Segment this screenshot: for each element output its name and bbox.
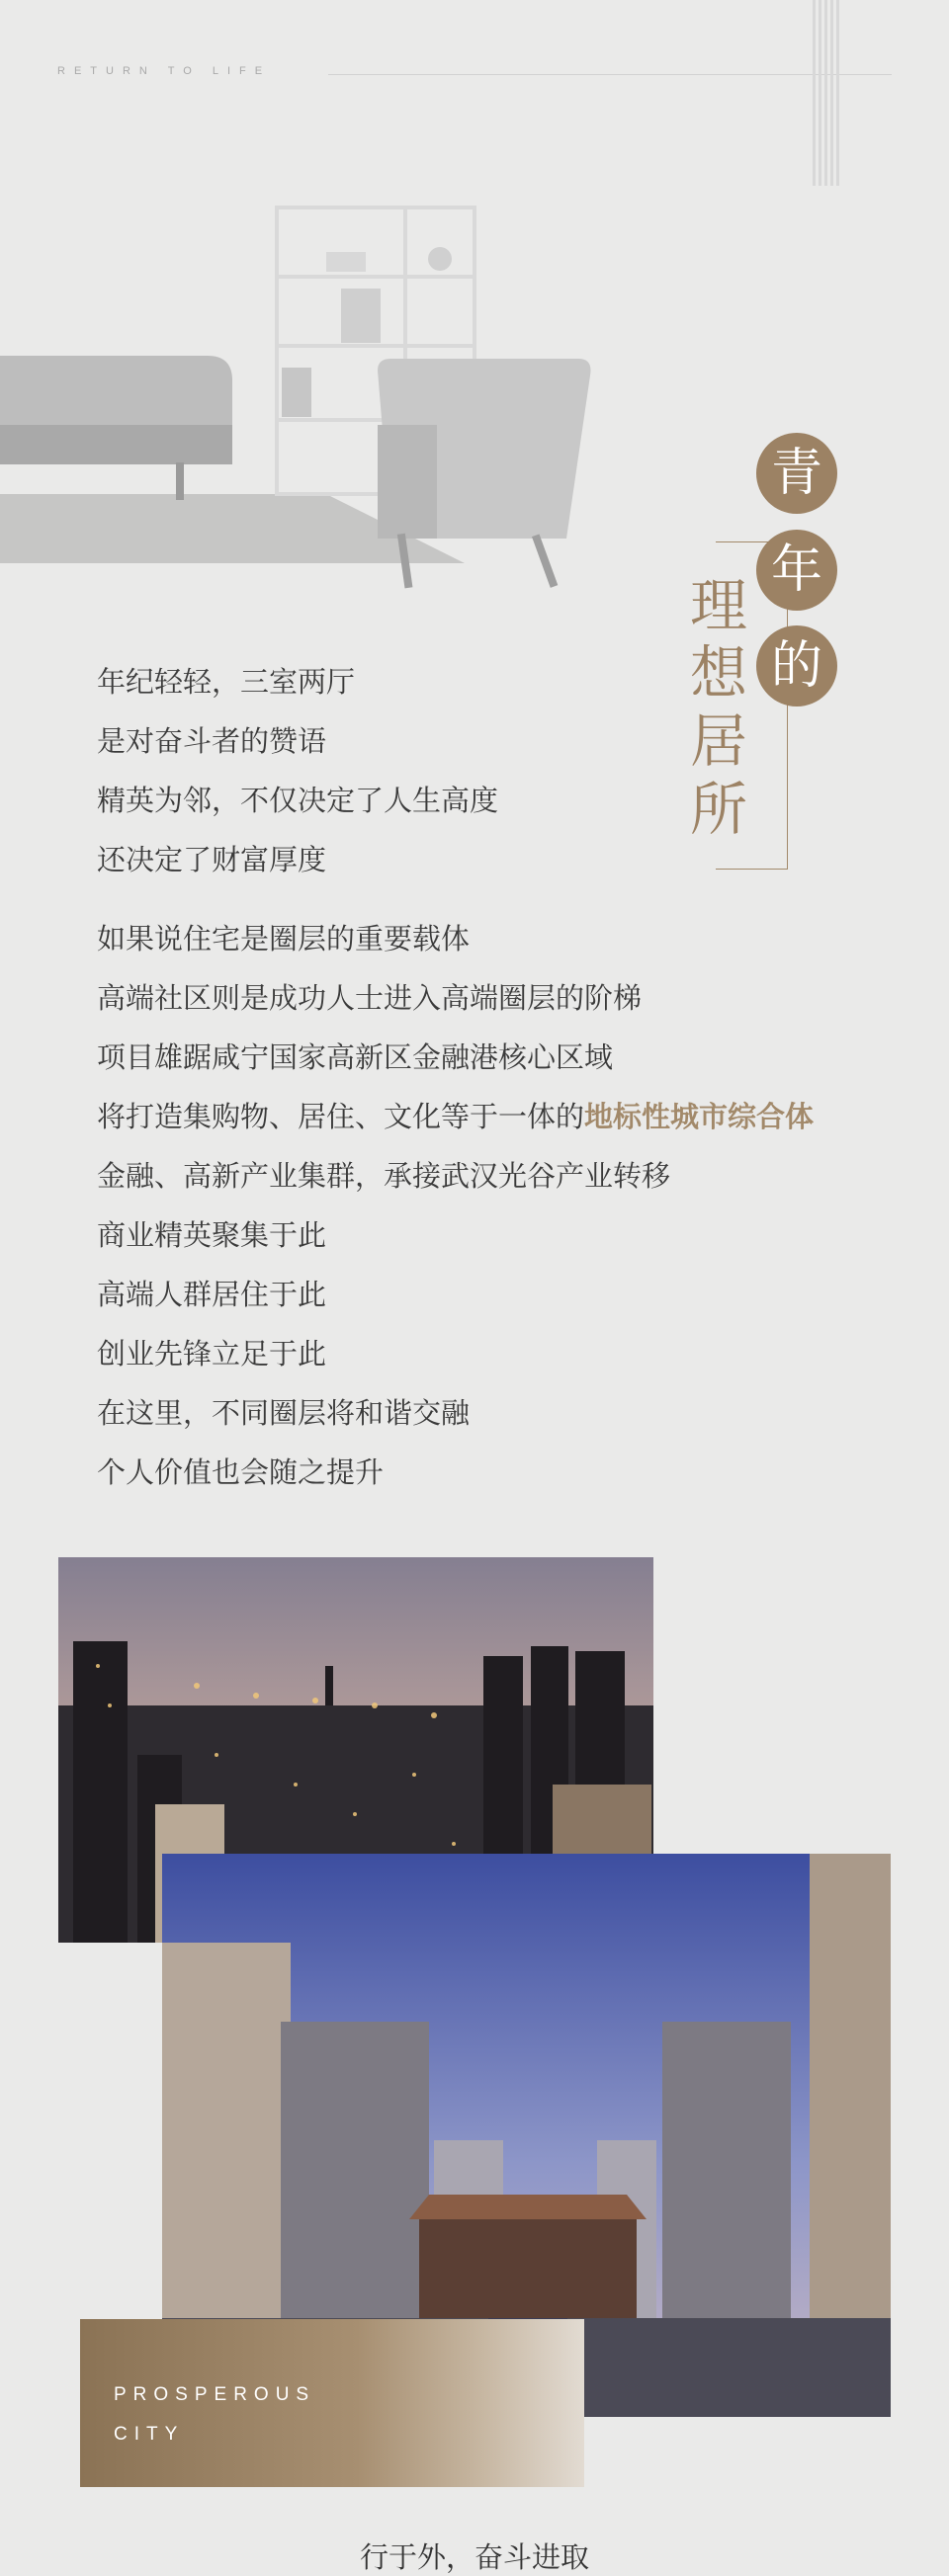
text-line: 年纪轻轻，三室两厅 xyxy=(97,665,356,699)
text-line: 高端人群居住于此 xyxy=(97,1278,327,1311)
title-char: 居 xyxy=(689,707,747,775)
banner-line: PROSPEROUS xyxy=(114,2384,316,2405)
text-line: 商业精英聚集于此 xyxy=(97,1218,327,1252)
text-line: 是对奋斗者的赞语 xyxy=(97,724,327,758)
title-char: 理 xyxy=(689,572,747,639)
text-line-highlight xyxy=(97,1087,814,1146)
intro-paragraph xyxy=(97,652,498,889)
title-char: 想 xyxy=(689,639,747,706)
body-paragraph xyxy=(97,909,814,1502)
text-line: 在这里，不同圈层将和谐交融 xyxy=(97,1396,471,1430)
text-line: 将打造集购物、居住、文化等于一体的 xyxy=(97,1100,585,1133)
text-line: 项目雄踞咸宁国家高新区金融港核心区域 xyxy=(97,1040,614,1074)
text-line: 金融、高新产业集群，承接武汉光谷产业转移 xyxy=(97,1159,671,1193)
title-char: 所 xyxy=(689,776,747,843)
title-char-circle: 的 xyxy=(756,625,837,706)
furniture-illustration xyxy=(0,198,613,603)
title-char-circle: 青 xyxy=(756,433,837,514)
header-divider xyxy=(328,74,892,75)
title-char-circle: 年 xyxy=(756,530,837,611)
text-line: 个人价值也会随之提升 xyxy=(97,1455,385,1489)
banner-line: CITY xyxy=(114,2424,185,2445)
text-line: 创业先锋立足于此 xyxy=(97,1337,327,1371)
text-line: 还决定了财富厚度 xyxy=(97,843,327,876)
highlight-text: 地标性城市综合体 xyxy=(584,1100,815,1133)
decorative-stripes xyxy=(813,0,844,186)
text-line: 如果说住宅是圈层的重要载体 xyxy=(97,922,471,956)
text-line: 高端社区则是成功人士进入高端圈层的阶梯 xyxy=(97,981,643,1015)
banner-text xyxy=(114,2375,315,2454)
tagline: RETURN TO LIFE xyxy=(57,65,272,77)
text-line: 精英为邻，不仅决定了人生高度 xyxy=(97,784,499,817)
footer-text: 行于外，奋斗进取 xyxy=(359,2540,589,2574)
